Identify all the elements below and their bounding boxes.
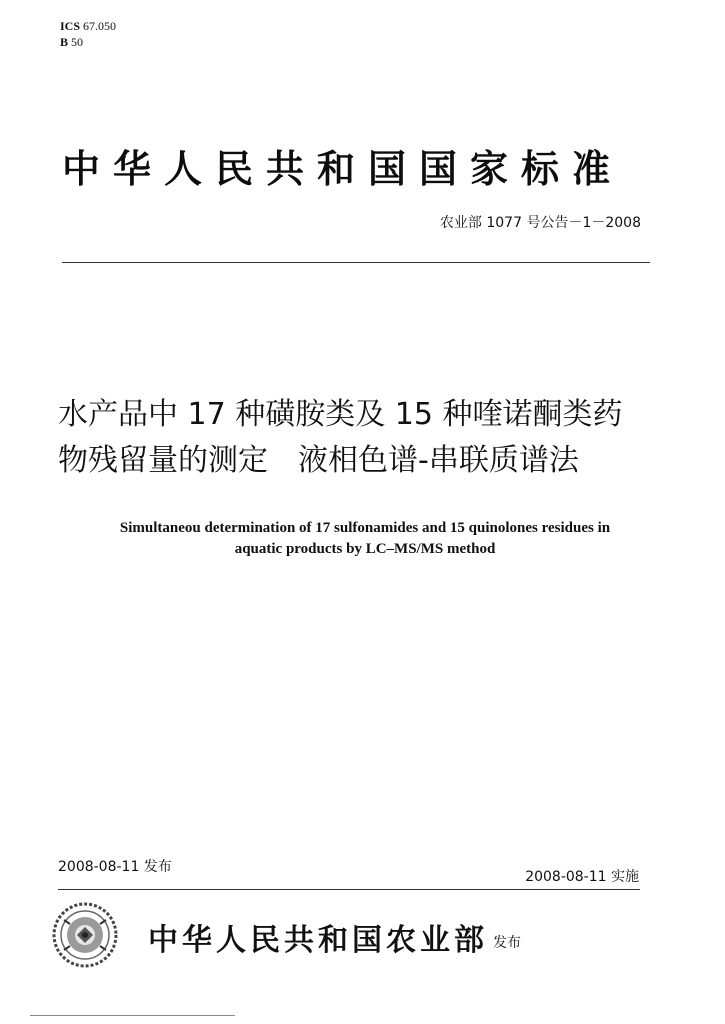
issue-date: 2008-08-11 发布 [58, 859, 172, 875]
english-document-title [40, 518, 690, 560]
chinese-document-title [58, 392, 678, 484]
ics-line [60, 18, 116, 34]
cn-title-line-1: 水产品中 17 种磺胺类及 15 种喹诺酮类药 [58, 397, 623, 432]
footer-rule [30, 1015, 235, 1016]
publish-label: 发布 [493, 935, 521, 951]
implementation-date: 2008-08-11 实施 [525, 869, 639, 885]
ics-code: 67.050 [83, 19, 117, 33]
en-title-line-1: Simultaneou determination of 17 sulfonamides and 15 quinolones residues in [119, 520, 611, 536]
ccs-code: 50 [71, 35, 84, 49]
ics-label: ICS [60, 19, 81, 33]
header-divider [62, 262, 650, 263]
ccs-line [60, 34, 116, 50]
ministry-seal-icon [50, 900, 120, 970]
ccs-label: B [60, 35, 69, 49]
national-standard-title: 中华人民共和国国家标准 [62, 147, 624, 191]
classification-codes [60, 18, 116, 50]
standard-number: 农业部 1077 号公告－1－2008 [439, 215, 641, 231]
footer-divider [58, 889, 640, 890]
cn-title-line-2: 物残留量的测定 液相色谱-串联质谱法 [58, 443, 579, 478]
publisher-name: 中华人民共和国农业部 [148, 924, 488, 957]
en-title-line-2: aquatic products by LC–MS/MS method [234, 541, 496, 557]
